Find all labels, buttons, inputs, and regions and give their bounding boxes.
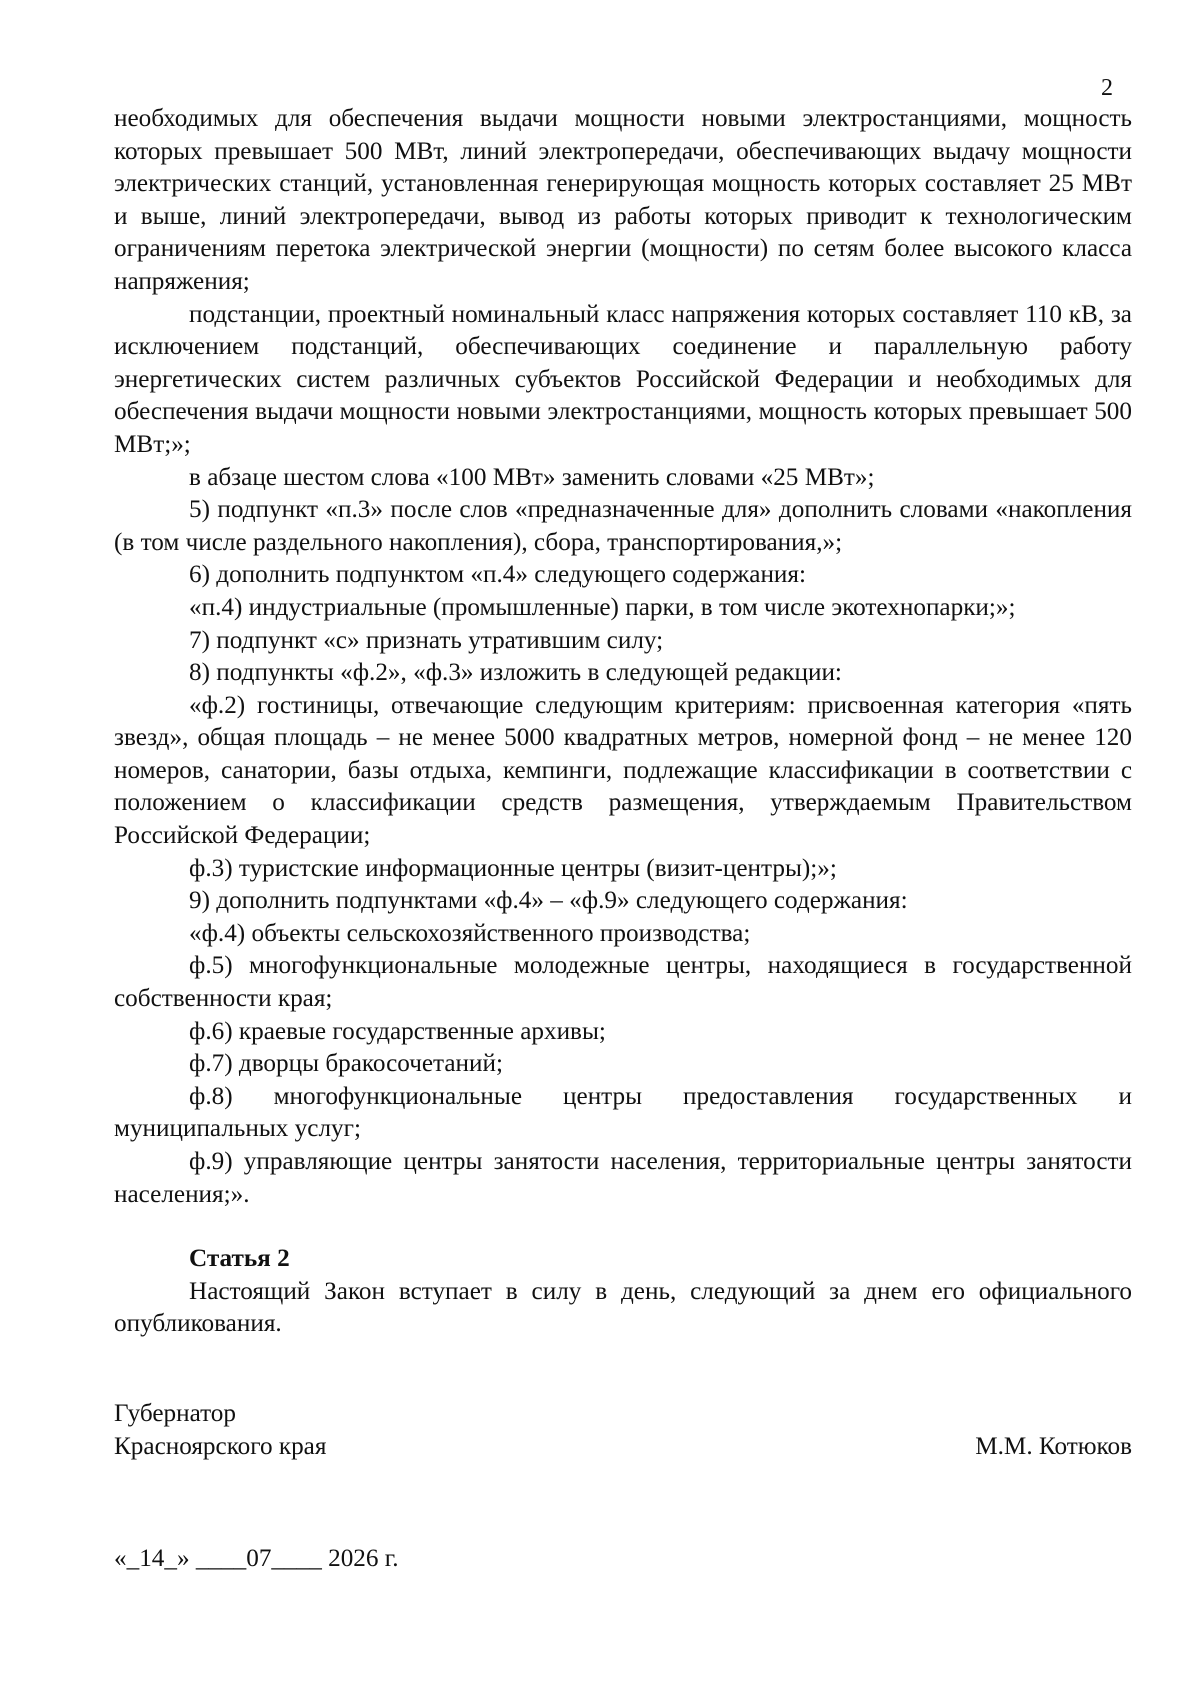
document-body <box>114 103 1132 1341</box>
paragraph: ф.9) управляющие центры занятости населения, территориальные центры занятости населения;». <box>114 1148 1132 1208</box>
signatory-position-line2: Красноярского края <box>114 1432 327 1460</box>
paragraph: «ф.2) гостиницы, отвечающие следующим критериям: присвоенная категория «пять звезд», общая площадь – не менее 5000 квадратных метров, номерной фонд – не менее 120 номеров, санатории, базы отдыха, кемпинги, подлежащие классификации в соответствии с положением о классификации средств размещения, утверждаемым Правительством Российской Федерации; <box>114 691 1132 850</box>
article-text: Настоящий Закон вступает в силу в день, следующий за днем его официального опубликования. <box>114 1277 1132 1338</box>
paragraph: «п.4) индустриальные (промышленные) парки, в том числе экотехнопарки;»; <box>189 593 1016 621</box>
page-number: 2 <box>1101 75 1113 101</box>
signature-row <box>114 1431 1132 1464</box>
paragraph: «ф.4) объекты сельскохозяйственного производства; <box>189 919 751 947</box>
paragraph: 9) дополнить подпунктами «ф.4» – «ф.9» следующего содержания: <box>189 887 908 915</box>
paragraph: 8) подпункты «ф.2», «ф.3» изложить в следующей редакции: <box>189 659 842 687</box>
paragraph: 5) подпункт «п.3» после слов «предназначенные для» дополнить словами «накопления (в том числе раздельного накопления), сбора, транспортирования,»; <box>114 496 1132 556</box>
paragraph: 7) подпункт «с» признать утратившим силу; <box>189 626 664 654</box>
paragraph: 6) дополнить подпунктом «п.4» следующего содержания: <box>189 561 806 589</box>
article-title: Статья 2 <box>189 1245 290 1273</box>
paragraph: ф.8) многофункциональные центры предоставления государственных и муниципальных услуг; <box>114 1082 1132 1143</box>
paragraph: ф.5) многофункциональные молодежные центры, находящиеся в государственной собственности края; <box>114 952 1132 1013</box>
section-spacer <box>114 1211 1132 1243</box>
paragraph: ф.7) дворцы бракосочетаний; <box>189 1050 503 1078</box>
paragraph: ф.3) туристские информационные центры (визит-центры);»; <box>189 854 837 882</box>
signatory-name: М.М. Котюков <box>975 1432 1132 1460</box>
signature-block <box>114 1398 1132 1463</box>
paragraph: необходимых для обеспечения выдачи мощности новыми электростанциями, мощность которых превышает 500 МВт, линий электропередачи, обеспечивающих выдачу мощности электрических станций, установленная генерирующая мощность которых составляет 25 МВт и выше, линий электропередачи, вывод из работы которых приводит к технологическим ограничениям перетока электрической энергии (мощности) по сетям более высокого класса напряжения; <box>114 105 1132 295</box>
signatory-position-line1: Губернатор <box>114 1400 236 1427</box>
paragraph: подстанции, проектный номинальный класс напряжения которых составляет 110 кВ, за исключением подстанций, обеспечивающих соединение и параллельную работу энергетических систем различных субъектов Российской Федерации и необходимых для обеспечения выдачи мощности новыми электростанциями, мощность которых превышает 500 МВт;»; <box>114 300 1132 458</box>
paragraph: ф.6) краевые государственные архивы; <box>189 1017 606 1045</box>
paragraph: в абзаце шестом слова «100 МВт» заменить словами «25 МВт»; <box>189 463 875 491</box>
signing-date: «_14_» ____07____ 2026 г. <box>114 1545 399 1572</box>
